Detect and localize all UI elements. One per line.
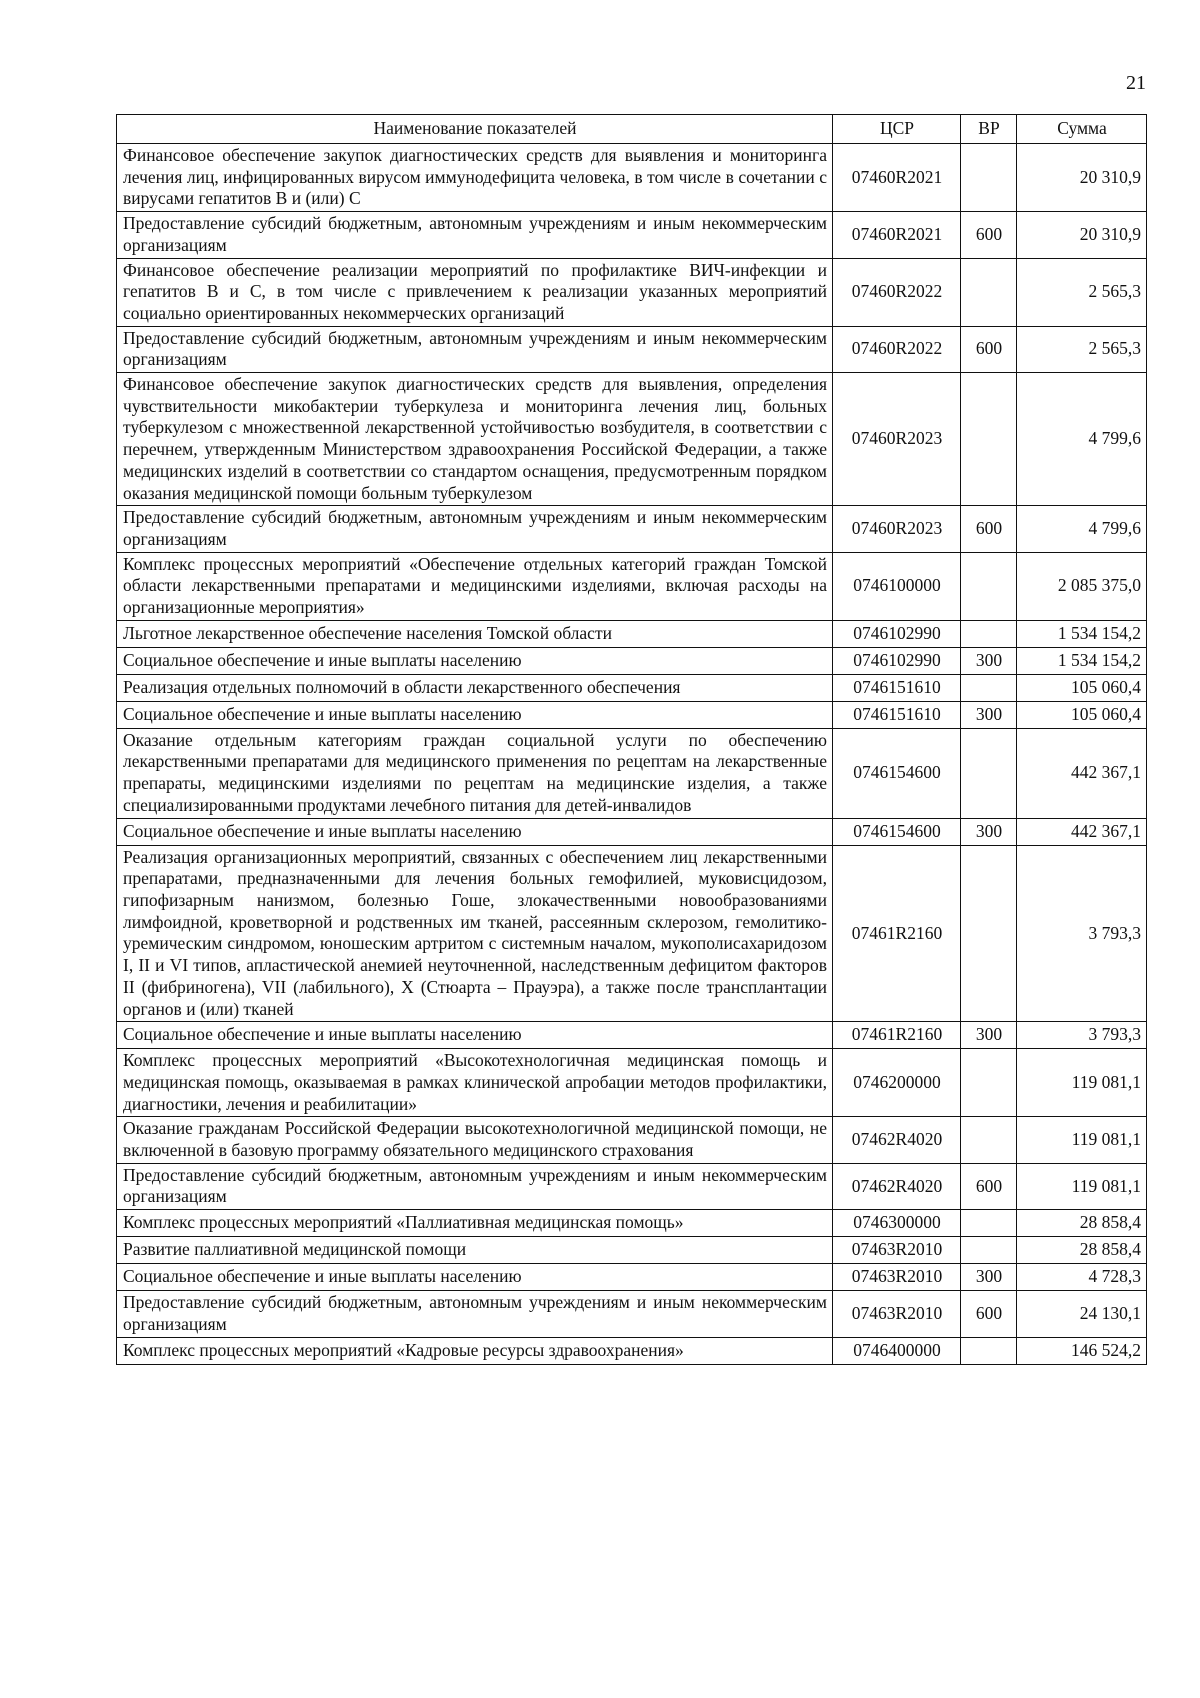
row-vr-cell: 600 [961,212,1017,258]
row-name-cell: Комплекс процессных мероприятий «Высокотехнологичная медицинская помощь и медицинская помощь, оказываемая в рамках клинической апробации методов профилактики, диагностики, лечения и реабилитации» [117,1049,833,1117]
row-csr-cell: 07462R4020 [833,1163,961,1209]
row-sum-cell: 146 524,2 [1017,1337,1147,1364]
row-csr-cell: 0746154600 [833,728,961,818]
row-vr-cell [961,728,1017,818]
row-name-cell: Финансовое обеспечение закупок диагностических средств для выявления, определения чувствительности микобактерии туберкулеза и мониторинга лечения лиц, больных туберкулезом с множественной лекарственной устойчивостью возбудителя, в соответствии с перечнем, утвержденным Министерством здравоохранения Российской Федерации, а также медицинских изделий в соответствии со стандартом оснащения, предусмотренным порядком оказания медицинской помощи больным туберкулезом [117,373,833,506]
row-sum-cell: 20 310,9 [1017,144,1147,212]
table-body [117,144,1147,1365]
row-csr-cell: 07460R2021 [833,144,961,212]
row-csr-cell: 0746200000 [833,1049,961,1117]
row-csr-cell: 07461R2160 [833,845,961,1022]
row-sum-cell: 1 534 154,2 [1017,620,1147,647]
row-name-cell: Оказание гражданам Российской Федерации высокотехнологичной медицинской помощи, не включенной в базовую программу обязательного медицинского страхования [117,1117,833,1163]
row-csr-cell: 0746102990 [833,647,961,674]
table-row [117,701,1147,728]
row-sum-cell: 3 793,3 [1017,1022,1147,1049]
row-sum-cell: 2 565,3 [1017,258,1147,326]
row-sum-cell: 442 367,1 [1017,818,1147,845]
row-vr-cell: 300 [961,1264,1017,1291]
budget-table [116,114,1147,1365]
row-vr-cell: 600 [961,506,1017,552]
table-row [117,506,1147,552]
table-row [117,620,1147,647]
row-sum-cell: 28 858,4 [1017,1210,1147,1237]
table-row [117,326,1147,372]
row-vr-cell [961,674,1017,701]
table-row [117,258,1147,326]
row-csr-cell: 07460R2022 [833,258,961,326]
table-row [117,1291,1147,1337]
row-vr-cell: 300 [961,701,1017,728]
row-vr-cell: 300 [961,818,1017,845]
header-sum: Сумма [1017,115,1147,144]
row-sum-cell: 105 060,4 [1017,674,1147,701]
table-row [117,845,1147,1022]
row-vr-cell [961,1117,1017,1163]
row-csr-cell: 07463R2010 [833,1291,961,1337]
row-csr-cell: 07462R4020 [833,1117,961,1163]
row-name-cell: Реализация отдельных полномочий в области лекарственного обеспечения [117,674,833,701]
table-row [117,1237,1147,1264]
row-sum-cell: 24 130,1 [1017,1291,1147,1337]
row-csr-cell: 07461R2160 [833,1022,961,1049]
row-vr-cell: 300 [961,1022,1017,1049]
row-vr-cell [961,144,1017,212]
row-vr-cell [961,552,1017,620]
row-sum-cell: 119 081,1 [1017,1163,1147,1209]
table-row [117,1210,1147,1237]
row-name-cell: Предоставление субсидий бюджетным, автономным учреждениям и иным некоммерческим организациям [117,326,833,372]
row-sum-cell: 4 799,6 [1017,506,1147,552]
row-name-cell: Оказание отдельным категориям граждан социальной услуги по обеспечению лекарственными препаратами для медицинского применения по рецептам на лекарственные препараты, медицинскими изделиями по рецептам на медицинские изделия, а также специализированными продуктами лечебного питания для детей-инвалидов [117,728,833,818]
row-sum-cell: 442 367,1 [1017,728,1147,818]
row-sum-cell: 2 565,3 [1017,326,1147,372]
row-vr-cell [961,1237,1017,1264]
row-vr-cell [961,1337,1017,1364]
table-row [117,728,1147,818]
row-name-cell: Развитие паллиативной медицинской помощи [117,1237,833,1264]
row-name-cell: Предоставление субсидий бюджетным, автономным учреждениям и иным некоммерческим организациям [117,1291,833,1337]
row-vr-cell: 600 [961,1163,1017,1209]
row-name-cell: Социальное обеспечение и иные выплаты населению [117,1264,833,1291]
row-csr-cell: 0746151610 [833,701,961,728]
row-name-cell: Социальное обеспечение и иные выплаты населению [117,818,833,845]
header-vr: ВР [961,115,1017,144]
row-vr-cell: 600 [961,326,1017,372]
row-sum-cell: 1 534 154,2 [1017,647,1147,674]
row-name-cell: Социальное обеспечение и иные выплаты населению [117,647,833,674]
row-name-cell: Финансовое обеспечение закупок диагностических средств для выявления и мониторинга лечения лиц, инфицированных вирусом иммунодефицита человека, в том числе в сочетании с вирусами гепатитов B и (или) C [117,144,833,212]
table-row [117,674,1147,701]
row-name-cell: Предоставление субсидий бюджетным, автономным учреждениям и иным некоммерческим организациям [117,1163,833,1209]
table-row [117,212,1147,258]
row-csr-cell: 07460R2023 [833,506,961,552]
row-csr-cell: 0746100000 [833,552,961,620]
table-row [117,373,1147,506]
header-csr: ЦСР [833,115,961,144]
row-csr-cell: 07460R2022 [833,326,961,372]
table-row [117,1022,1147,1049]
row-csr-cell: 0746102990 [833,620,961,647]
row-sum-cell: 28 858,4 [1017,1237,1147,1264]
table-row [117,1117,1147,1163]
row-sum-cell: 2 085 375,0 [1017,552,1147,620]
row-vr-cell [961,845,1017,1022]
row-name-cell: Реализация организационных мероприятий, связанных с обеспечением лиц лекарственными препаратами, предназначенными для лечения больных гемофилией, муковисцидозом, гипофизарным нанизмом, болезнью Гоше, злокачественными новообразованиями лимфоидной, кроветворной и родственных им тканей, рассеянным склерозом, гемолитико-уремическим синдромом, юношеским артритом с системным началом, мукополисахаридозом I, II и VI типов, апластической анемией неуточненной, наследственным дефицитом факторов II (фибриногена), VII (лабильного), X (Стюарта – Прауэра), а также после трансплантации органов и (или) тканей [117,845,833,1022]
table-row [117,1337,1147,1364]
row-name-cell: Льготное лекарственное обеспечение населения Томской области [117,620,833,647]
table-row [117,818,1147,845]
row-name-cell: Комплекс процессных мероприятий «Паллиативная медицинская помощь» [117,1210,833,1237]
header-name: Наименование показателей [117,115,833,144]
row-csr-cell: 0746400000 [833,1337,961,1364]
table-row [117,1163,1147,1209]
row-vr-cell [961,1049,1017,1117]
row-name-cell: Комплекс процессных мероприятий «Обеспечение отдельных категорий граждан Томской области лекарственными препаратами и медицинскими изделиями, включая расходы на организационные мероприятия» [117,552,833,620]
page-number: 21 [1126,72,1146,94]
table-row [117,1264,1147,1291]
row-sum-cell: 3 793,3 [1017,845,1147,1022]
row-sum-cell: 4 799,6 [1017,373,1147,506]
row-csr-cell: 07463R2010 [833,1237,961,1264]
row-name-cell: Социальное обеспечение и иные выплаты населению [117,701,833,728]
table-row [117,647,1147,674]
row-sum-cell: 20 310,9 [1017,212,1147,258]
row-sum-cell: 105 060,4 [1017,701,1147,728]
table-row [117,144,1147,212]
table-header-row [117,115,1147,144]
row-csr-cell: 07460R2021 [833,212,961,258]
table-row [117,552,1147,620]
row-csr-cell: 07463R2010 [833,1264,961,1291]
row-sum-cell: 4 728,3 [1017,1264,1147,1291]
row-vr-cell [961,1210,1017,1237]
row-name-cell: Предоставление субсидий бюджетным, автономным учреждениям и иным некоммерческим организациям [117,506,833,552]
row-sum-cell: 119 081,1 [1017,1117,1147,1163]
table-row [117,1049,1147,1117]
row-vr-cell [961,620,1017,647]
row-csr-cell: 07460R2023 [833,373,961,506]
row-vr-cell [961,258,1017,326]
row-name-cell: Финансовое обеспечение реализации мероприятий по профилактике ВИЧ-инфекции и гепатитов B и C, в том числе с привлечением к реализации указанных мероприятий социально ориентированных некоммерческих организаций [117,258,833,326]
row-csr-cell: 0746300000 [833,1210,961,1237]
row-csr-cell: 0746151610 [833,674,961,701]
row-sum-cell: 119 081,1 [1017,1049,1147,1117]
row-vr-cell [961,373,1017,506]
row-name-cell: Комплекс процессных мероприятий «Кадровые ресурсы здравоохранения» [117,1337,833,1364]
row-vr-cell: 300 [961,647,1017,674]
row-name-cell: Предоставление субсидий бюджетным, автономным учреждениям и иным некоммерческим организациям [117,212,833,258]
row-name-cell: Социальное обеспечение и иные выплаты населению [117,1022,833,1049]
row-vr-cell: 600 [961,1291,1017,1337]
row-csr-cell: 0746154600 [833,818,961,845]
